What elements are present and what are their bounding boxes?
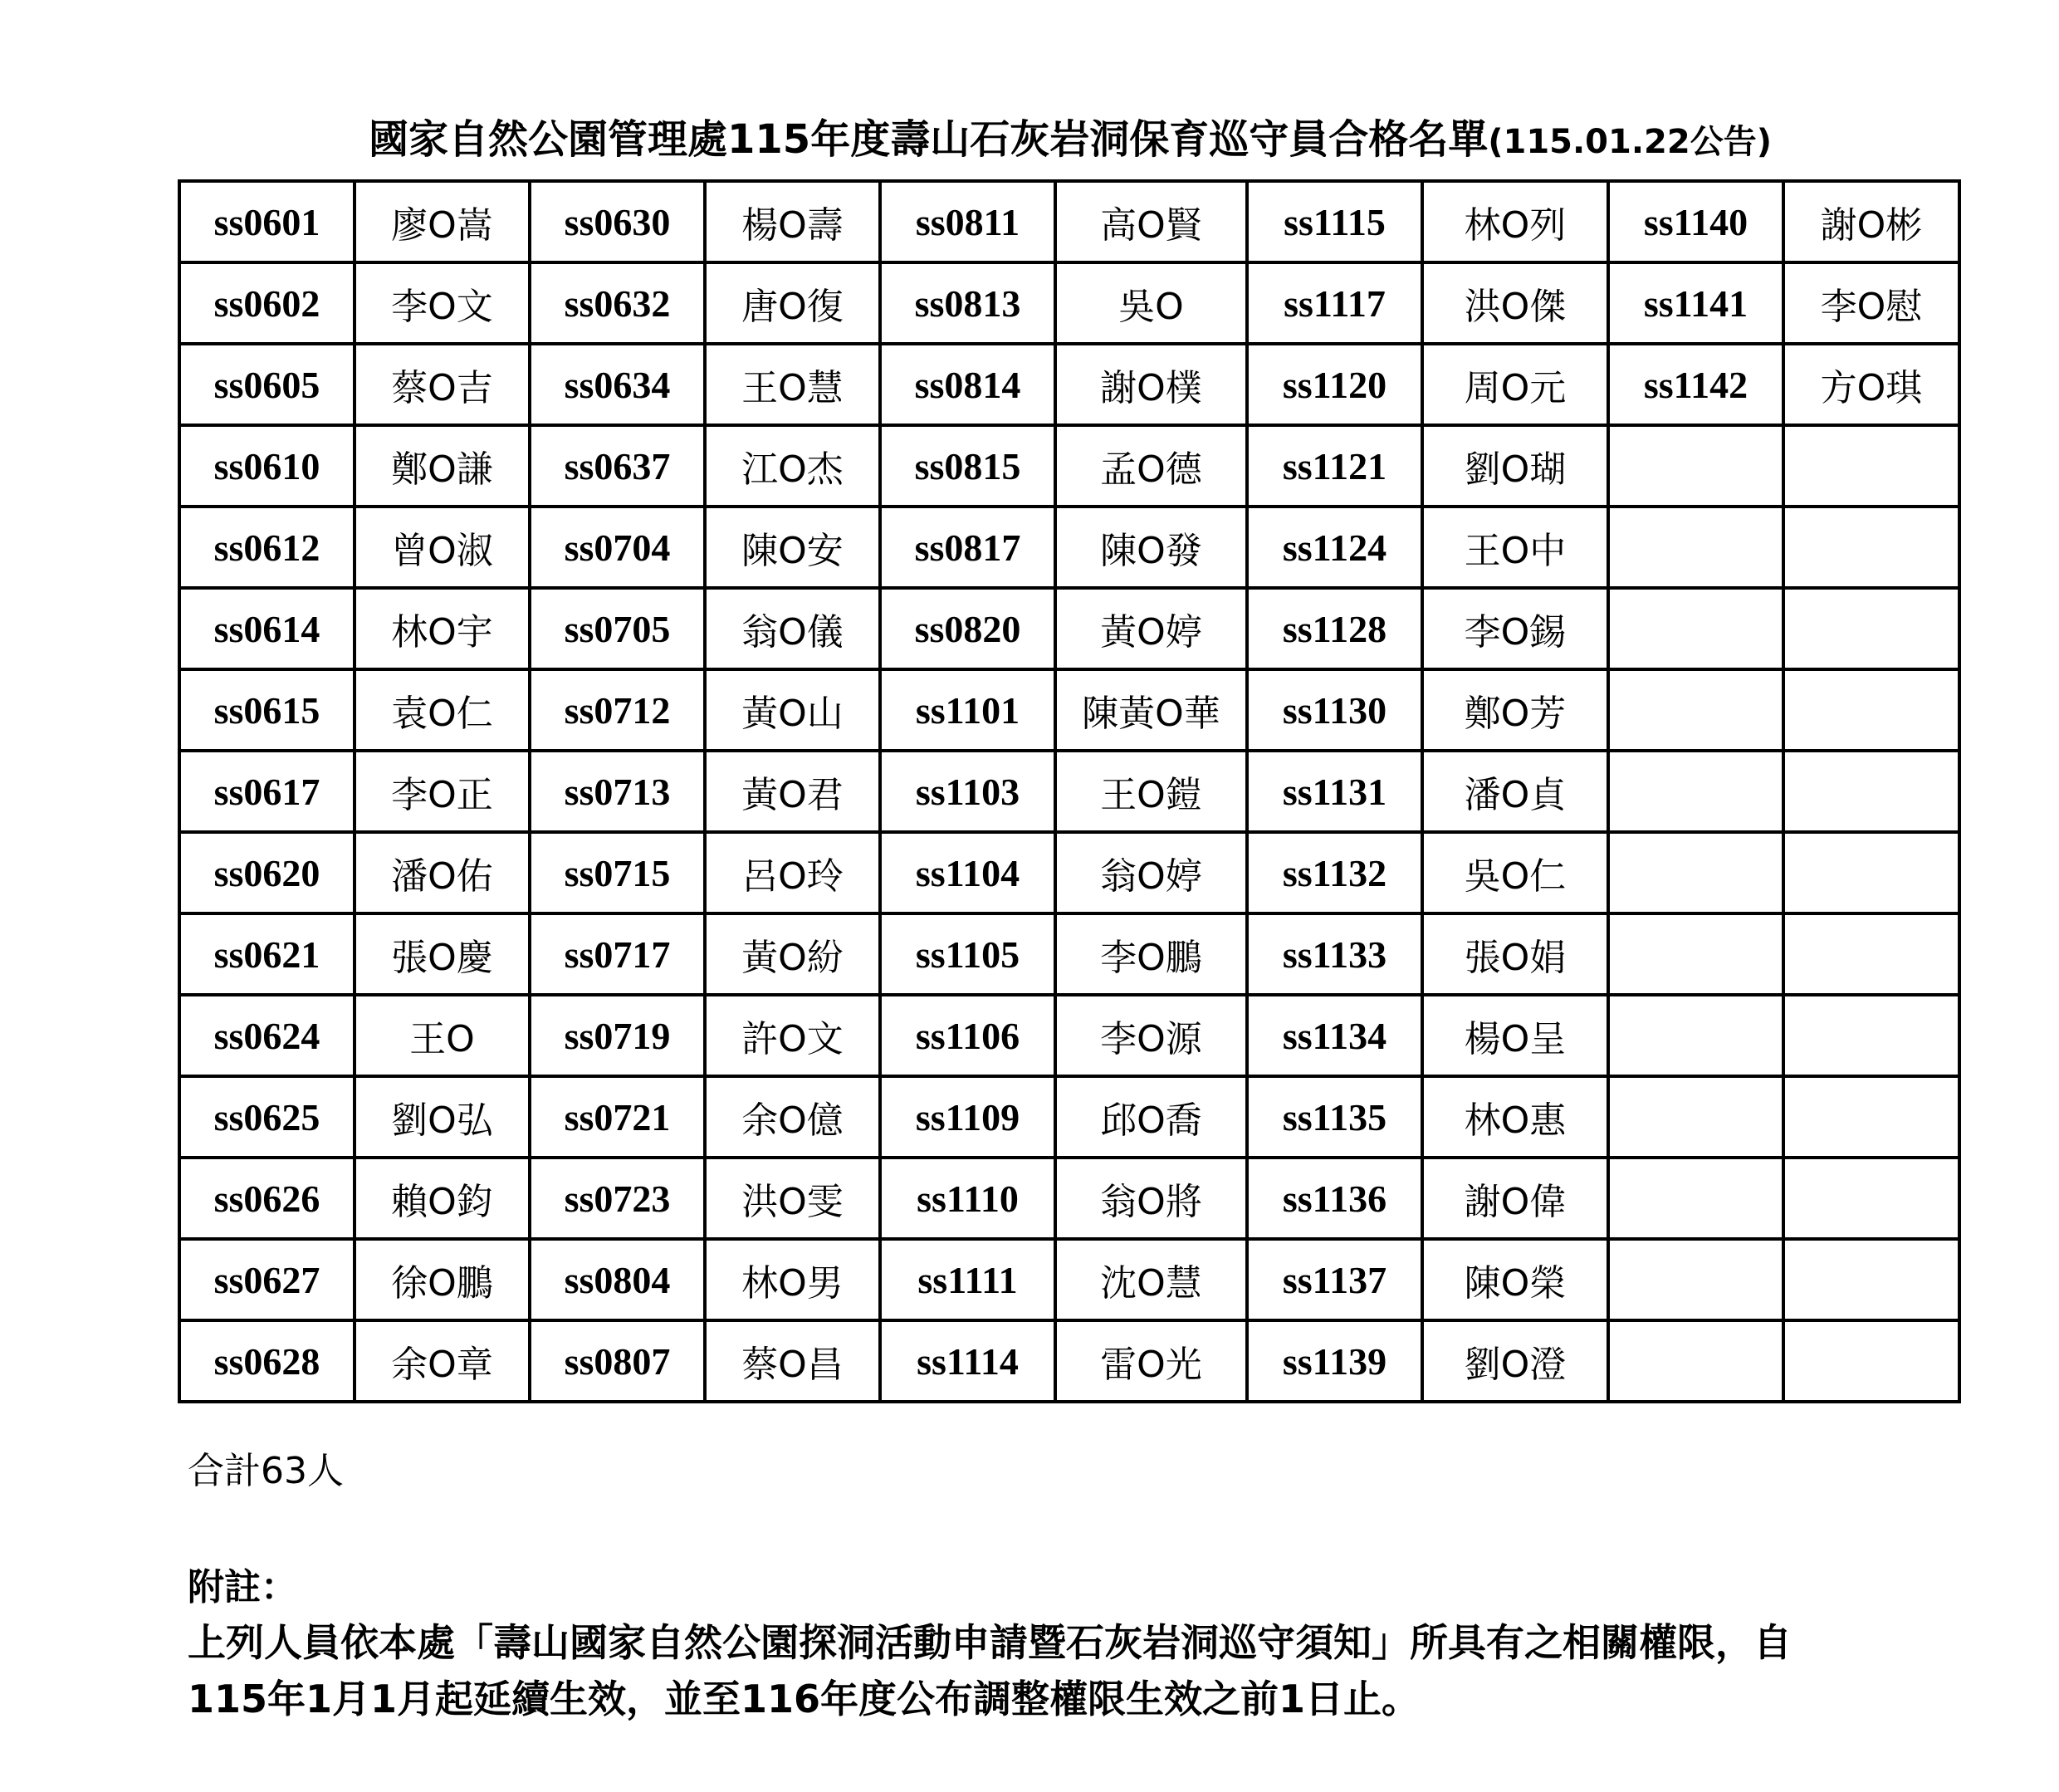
table-row — [179, 669, 1959, 751]
ranger-id-cell: ss1124 — [1247, 507, 1422, 588]
ranger-name-cell: 吳O — [1055, 262, 1247, 344]
empty-cell — [1608, 995, 1783, 1076]
empty-cell — [1608, 669, 1783, 751]
ranger-id-cell: ss0615 — [179, 669, 355, 751]
ranger-name-cell: 呂O玲 — [705, 832, 880, 913]
ranger-id-cell: ss0820 — [880, 588, 1055, 669]
table-row — [179, 1320, 1959, 1402]
roster-table — [178, 179, 1961, 1403]
ranger-name-cell: 邱O喬 — [1055, 1076, 1247, 1158]
ranger-name-cell: 謝O彬 — [1783, 181, 1959, 262]
ranger-id-cell: ss1120 — [1247, 344, 1422, 425]
ranger-id-cell: ss1121 — [1247, 425, 1422, 507]
table-row — [179, 344, 1959, 425]
ranger-id-cell: ss0713 — [530, 751, 705, 832]
ranger-id-cell: ss1109 — [880, 1076, 1055, 1158]
ranger-name-cell: 高O賢 — [1055, 181, 1247, 262]
total-count: 合計63人 — [188, 1450, 344, 1492]
ranger-id-cell: ss0628 — [179, 1320, 355, 1402]
table-row — [179, 1239, 1959, 1320]
ranger-id-cell: ss0712 — [530, 669, 705, 751]
ranger-name-cell: 張O娟 — [1422, 913, 1608, 995]
ranger-name-cell: 李O文 — [355, 262, 530, 344]
ranger-name-cell: 洪O雯 — [705, 1158, 880, 1239]
ranger-id-cell: ss1105 — [880, 913, 1055, 995]
ranger-name-cell: 許O文 — [705, 995, 880, 1076]
table-row — [179, 507, 1959, 588]
ranger-id-cell: ss0719 — [530, 995, 705, 1076]
ranger-name-cell: 李O錫 — [1422, 588, 1608, 669]
ranger-name-cell: 劉O弘 — [355, 1076, 530, 1158]
empty-cell — [1783, 832, 1959, 913]
ranger-id-cell: ss1133 — [1247, 913, 1422, 995]
ranger-id-cell: ss1136 — [1247, 1158, 1422, 1239]
ranger-name-cell: 翁O將 — [1055, 1158, 1247, 1239]
ranger-id-cell: ss0610 — [179, 425, 355, 507]
table-row — [179, 262, 1959, 344]
ranger-name-cell: 徐O鵬 — [355, 1239, 530, 1320]
empty-cell — [1608, 588, 1783, 669]
empty-cell — [1608, 751, 1783, 832]
title-main: 國家自然公園管理處115年度壽山石灰岩洞保育巡守員合格名單 — [369, 116, 1489, 163]
ranger-id-cell: ss0723 — [530, 1158, 705, 1239]
empty-cell — [1783, 1320, 1959, 1402]
ranger-name-cell: 李O正 — [355, 751, 530, 832]
ranger-name-cell: 林O男 — [705, 1239, 880, 1320]
ranger-id-cell: ss1142 — [1608, 344, 1783, 425]
ranger-id-cell: ss1117 — [1247, 262, 1422, 344]
title-date: (115.01.22公告) — [1488, 123, 1772, 161]
ranger-name-cell: 廖O嵩 — [355, 181, 530, 262]
ranger-name-cell: 陳O發 — [1055, 507, 1247, 588]
ranger-name-cell: 林O宇 — [355, 588, 530, 669]
empty-cell — [1783, 995, 1959, 1076]
ranger-name-cell: 王O鎧 — [1055, 751, 1247, 832]
ranger-id-cell: ss1104 — [880, 832, 1055, 913]
ranger-name-cell: 余O章 — [355, 1320, 530, 1402]
page-title — [178, 106, 1963, 173]
empty-cell — [1608, 1320, 1783, 1402]
note-line-2: 115年1月1月起延續生效，並至116年度公布調整權限生效之前1日止。 — [188, 1677, 1421, 1721]
empty-cell — [1783, 1076, 1959, 1158]
ranger-name-cell: 王O中 — [1422, 507, 1608, 588]
ranger-name-cell: 雷O光 — [1055, 1320, 1247, 1402]
ranger-id-cell: ss0637 — [530, 425, 705, 507]
empty-cell — [1783, 751, 1959, 832]
empty-cell — [1783, 507, 1959, 588]
ranger-id-cell: ss0815 — [880, 425, 1055, 507]
ranger-name-cell: 林O列 — [1422, 181, 1608, 262]
empty-cell — [1783, 588, 1959, 669]
ranger-id-cell: ss1140 — [1608, 181, 1783, 262]
ranger-name-cell: 黃O山 — [705, 669, 880, 751]
ranger-id-cell: ss1141 — [1608, 262, 1783, 344]
ranger-name-cell: 鄭O謙 — [355, 425, 530, 507]
ranger-id-cell: ss0807 — [530, 1320, 705, 1402]
ranger-id-cell: ss1128 — [1247, 588, 1422, 669]
ranger-name-cell: 翁O婷 — [1055, 832, 1247, 913]
ranger-name-cell: 方O琪 — [1783, 344, 1959, 425]
ranger-name-cell: 潘O佑 — [355, 832, 530, 913]
ranger-name-cell: 孟O德 — [1055, 425, 1247, 507]
ranger-id-cell: ss1132 — [1247, 832, 1422, 913]
ranger-name-cell: 沈O慧 — [1055, 1239, 1247, 1320]
ranger-name-cell: 吳O仁 — [1422, 832, 1608, 913]
table-row — [179, 181, 1959, 262]
empty-cell — [1783, 1158, 1959, 1239]
ranger-name-cell: 楊O壽 — [705, 181, 880, 262]
ranger-id-cell: ss0811 — [880, 181, 1055, 262]
ranger-id-cell: ss0634 — [530, 344, 705, 425]
ranger-name-cell: 唐O復 — [705, 262, 880, 344]
note-line-1: 上列人員依本處「壽山國家自然公園探洞活動申請暨石灰岩洞巡守須知」所具有之相關權限，自 — [188, 1620, 1792, 1665]
table-row — [179, 751, 1959, 832]
ranger-name-cell: 王O — [355, 995, 530, 1076]
ranger-name-cell: 周O元 — [1422, 344, 1608, 425]
empty-cell — [1783, 1239, 1959, 1320]
empty-cell — [1783, 913, 1959, 995]
ranger-name-cell: 曾O淑 — [355, 507, 530, 588]
ranger-name-cell: 陳O榮 — [1422, 1239, 1608, 1320]
ranger-name-cell: 蔡O昌 — [705, 1320, 880, 1402]
ranger-id-cell: ss0624 — [179, 995, 355, 1076]
ranger-id-cell: ss0601 — [179, 181, 355, 262]
empty-cell — [1783, 425, 1959, 507]
ranger-id-cell: ss0626 — [179, 1158, 355, 1239]
ranger-id-cell: ss1139 — [1247, 1320, 1422, 1402]
ranger-name-cell: 劉O瑚 — [1422, 425, 1608, 507]
ranger-id-cell: ss1134 — [1247, 995, 1422, 1076]
ranger-name-cell: 余O億 — [705, 1076, 880, 1158]
ranger-name-cell: 江O杰 — [705, 425, 880, 507]
ranger-id-cell: ss0614 — [179, 588, 355, 669]
ranger-id-cell: ss1101 — [880, 669, 1055, 751]
ranger-name-cell: 謝O樸 — [1055, 344, 1247, 425]
ranger-id-cell: ss1115 — [1247, 181, 1422, 262]
ranger-id-cell: ss1114 — [880, 1320, 1055, 1402]
ranger-name-cell: 洪O傑 — [1422, 262, 1608, 344]
ranger-id-cell: ss0813 — [880, 262, 1055, 344]
ranger-id-cell: ss0625 — [179, 1076, 355, 1158]
ranger-id-cell: ss0621 — [179, 913, 355, 995]
ranger-name-cell: 陳O安 — [705, 507, 880, 588]
ranger-name-cell: 謝O偉 — [1422, 1158, 1608, 1239]
ranger-name-cell: 李O鵬 — [1055, 913, 1247, 995]
ranger-name-cell: 黃O婷 — [1055, 588, 1247, 669]
ranger-id-cell: ss0627 — [179, 1239, 355, 1320]
empty-cell — [1608, 1239, 1783, 1320]
ranger-id-cell: ss0630 — [530, 181, 705, 262]
ranger-id-cell: ss0814 — [880, 344, 1055, 425]
table-row — [179, 832, 1959, 913]
ranger-id-cell: ss0605 — [179, 344, 355, 425]
ranger-id-cell: ss0721 — [530, 1076, 705, 1158]
empty-cell — [1608, 425, 1783, 507]
ranger-id-cell: ss0715 — [530, 832, 705, 913]
empty-cell — [1608, 1076, 1783, 1158]
ranger-id-cell: ss1137 — [1247, 1239, 1422, 1320]
roster-body — [179, 181, 1959, 1402]
ranger-id-cell: ss1103 — [880, 751, 1055, 832]
ranger-name-cell: 劉O澄 — [1422, 1320, 1608, 1402]
ranger-name-cell: 袁O仁 — [355, 669, 530, 751]
ranger-id-cell: ss1135 — [1247, 1076, 1422, 1158]
empty-cell — [1783, 669, 1959, 751]
ranger-id-cell: ss1111 — [880, 1239, 1055, 1320]
ranger-name-cell: 賴O鈞 — [355, 1158, 530, 1239]
ranger-id-cell: ss0617 — [179, 751, 355, 832]
ranger-name-cell: 王O慧 — [705, 344, 880, 425]
ranger-id-cell: ss0705 — [530, 588, 705, 669]
ranger-id-cell: ss0632 — [530, 262, 705, 344]
ranger-name-cell: 張O慶 — [355, 913, 530, 995]
table-row — [179, 913, 1959, 995]
ranger-id-cell: ss0817 — [880, 507, 1055, 588]
ranger-name-cell: 鄭O芳 — [1422, 669, 1608, 751]
ranger-id-cell: ss0704 — [530, 507, 705, 588]
ranger-name-cell: 林O惠 — [1422, 1076, 1608, 1158]
ranger-id-cell: ss0717 — [530, 913, 705, 995]
ranger-id-cell: ss0620 — [179, 832, 355, 913]
ranger-id-cell: ss0602 — [179, 262, 355, 344]
ranger-name-cell: 黃O紛 — [705, 913, 880, 995]
empty-cell — [1608, 913, 1783, 995]
note-heading: 附註： — [188, 1566, 297, 1608]
empty-cell — [1608, 1158, 1783, 1239]
empty-cell — [1608, 832, 1783, 913]
table-row — [179, 588, 1959, 669]
ranger-id-cell: ss0612 — [179, 507, 355, 588]
ranger-id-cell: ss0804 — [530, 1239, 705, 1320]
ranger-id-cell: ss1110 — [880, 1158, 1055, 1239]
ranger-id-cell: ss1131 — [1247, 751, 1422, 832]
ranger-name-cell: 楊O呈 — [1422, 995, 1608, 1076]
ranger-id-cell: ss1106 — [880, 995, 1055, 1076]
ranger-id-cell: ss1130 — [1247, 669, 1422, 751]
table-row — [179, 1076, 1959, 1158]
ranger-name-cell: 黃O君 — [705, 751, 880, 832]
ranger-name-cell: 蔡O吉 — [355, 344, 530, 425]
ranger-name-cell: 李O慰 — [1783, 262, 1959, 344]
table-row — [179, 425, 1959, 507]
ranger-name-cell: 翁O儀 — [705, 588, 880, 669]
ranger-name-cell: 潘O貞 — [1422, 751, 1608, 832]
ranger-name-cell: 陳黃O華 — [1055, 669, 1247, 751]
table-row — [179, 995, 1959, 1076]
table-row — [179, 1158, 1959, 1239]
empty-cell — [1608, 507, 1783, 588]
ranger-name-cell: 李O源 — [1055, 995, 1247, 1076]
